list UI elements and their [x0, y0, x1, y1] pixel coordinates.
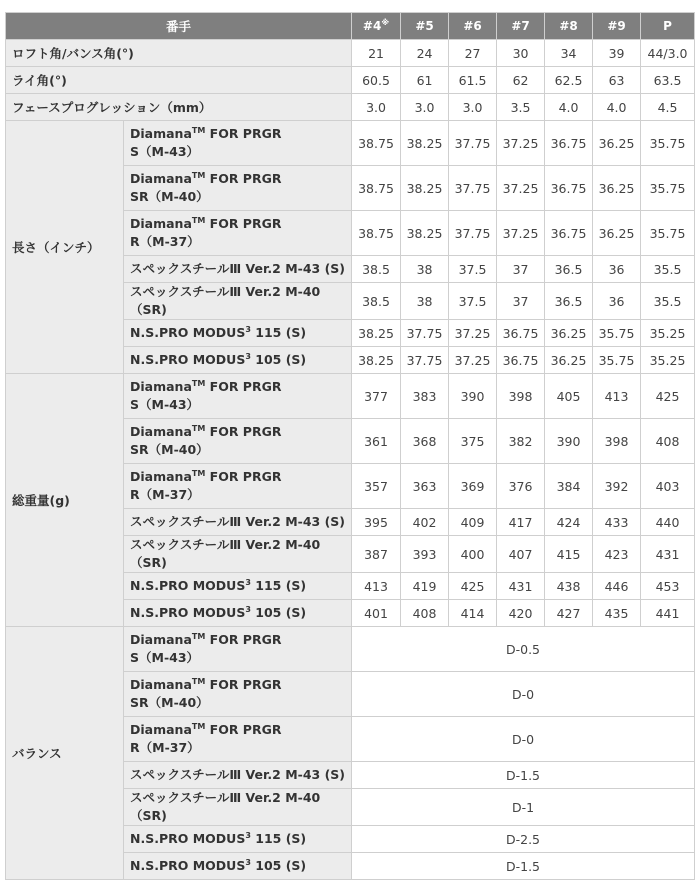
length-value: 35.25 [641, 347, 695, 374]
spec-value: 60.5 [352, 67, 401, 94]
spec-value: 4.0 [593, 94, 641, 121]
length-value: 37 [497, 283, 545, 320]
shaft-flex: SR（M-40） [130, 189, 209, 204]
shaft-superscript: TM [191, 378, 206, 388]
length-value: 35.25 [641, 320, 695, 347]
shaft-superscript: TM [191, 676, 206, 686]
weight-value: 409 [449, 509, 497, 536]
length-group-label: 長さ（インチ） [6, 121, 124, 374]
shaft-name-text: Diamana [130, 126, 192, 141]
shaft-name-text: 105 (S) [250, 858, 307, 873]
weight-value: 368 [401, 419, 449, 464]
shaft-name [124, 536, 352, 573]
length-value: 36.75 [497, 320, 545, 347]
header-row [6, 13, 695, 40]
shaft-name-text: スペックスチールⅢ Ver.2 M-43 (S) [130, 261, 345, 276]
shaft-name-text: Diamana [130, 677, 192, 692]
spec-value: 34 [545, 40, 593, 67]
weight-value: 392 [593, 464, 641, 509]
weight-value: 383 [401, 374, 449, 419]
length-value: 38.5 [352, 283, 401, 320]
shaft-name [124, 672, 352, 717]
weight-value: 419 [401, 573, 449, 600]
weight-value: 413 [352, 573, 401, 600]
length-value: 36.75 [545, 166, 593, 211]
header-club-8: #8 [545, 13, 593, 40]
length-value: 35.75 [593, 347, 641, 374]
shaft-superscript: TM [191, 468, 206, 478]
weight-value: 369 [449, 464, 497, 509]
spec-value: 4.0 [545, 94, 593, 121]
shaft-name [124, 211, 352, 256]
shaft-flex: S（M-43） [130, 397, 200, 412]
weight-value: 425 [449, 573, 497, 600]
weight-value: 446 [593, 573, 641, 600]
shaft-name [124, 826, 352, 853]
shaft-name-text: スペックスチールⅢ Ver.2 M-40（SR) [130, 790, 321, 823]
shaft-superscript: 3 [245, 324, 251, 334]
length-value: 38 [401, 283, 449, 320]
weight-value: 424 [545, 509, 593, 536]
weight-value: 400 [449, 536, 497, 573]
shaft-name [124, 256, 352, 283]
length-value: 38 [401, 256, 449, 283]
shaft-name-text: 105 (S) [250, 352, 307, 367]
shaft-flex: S（M-43） [130, 650, 200, 665]
weight-value: 441 [641, 600, 695, 627]
spec-value: 61 [401, 67, 449, 94]
balance-value: D-1 [352, 789, 695, 826]
header-club-4: #4※ [352, 13, 401, 40]
shaft-name-text: Diamana [130, 424, 192, 439]
weight-value: 431 [497, 573, 545, 600]
weight-group-label: 総重量(g) [6, 374, 124, 627]
spec-table [5, 12, 695, 880]
balance-value: D-0.5 [352, 627, 695, 672]
weight-row [6, 374, 695, 419]
spec-label: ロフト角/バンス角(°) [6, 40, 352, 67]
spec-label: ライ角(°) [6, 67, 352, 94]
shaft-name [124, 627, 352, 672]
length-value: 37.5 [449, 283, 497, 320]
shaft-name-text: FOR PRGR [205, 379, 282, 394]
spec-value: 27 [449, 40, 497, 67]
length-value: 38.25 [352, 320, 401, 347]
length-value: 36.5 [545, 256, 593, 283]
length-value: 35.75 [641, 166, 695, 211]
weight-value: 393 [401, 536, 449, 573]
shaft-superscript: 3 [245, 857, 251, 867]
balance-value: D-0 [352, 717, 695, 762]
length-value: 35.5 [641, 256, 695, 283]
weight-value: 435 [593, 600, 641, 627]
balance-value: D-1.5 [352, 762, 695, 789]
shaft-superscript: TM [191, 631, 206, 641]
shaft-name-text: 115 (S) [250, 831, 307, 846]
weight-value: 433 [593, 509, 641, 536]
shaft-flex: SR（M-40） [130, 442, 209, 457]
weight-value: 375 [449, 419, 497, 464]
length-value: 37.75 [449, 166, 497, 211]
length-value: 35.75 [641, 211, 695, 256]
shaft-name-text: スペックスチールⅢ Ver.2 M-43 (S) [130, 767, 345, 782]
shaft-name [124, 573, 352, 600]
spec-value: 3.0 [352, 94, 401, 121]
length-value: 37.25 [449, 347, 497, 374]
shaft-name [124, 600, 352, 627]
spec-value: 62 [497, 67, 545, 94]
spec-value: 61.5 [449, 67, 497, 94]
shaft-name-text: N.S.PRO MODUS [130, 605, 246, 620]
length-value: 37 [497, 256, 545, 283]
shaft-superscript: TM [191, 423, 206, 433]
shaft-name-text: FOR PRGR [205, 677, 282, 692]
weight-value: 384 [545, 464, 593, 509]
balance-row [6, 627, 695, 672]
shaft-name [124, 347, 352, 374]
shaft-name-text: FOR PRGR [205, 469, 282, 484]
shaft-name-text: スペックスチールⅢ Ver.2 M-40（SR) [130, 537, 321, 570]
length-value: 37.5 [449, 256, 497, 283]
length-value: 36.75 [545, 211, 593, 256]
length-value: 37.25 [497, 121, 545, 166]
weight-value: 453 [641, 573, 695, 600]
header-club-7: #7 [497, 13, 545, 40]
header-club-6: #6 [449, 13, 497, 40]
length-value: 36.25 [593, 166, 641, 211]
weight-value: 417 [497, 509, 545, 536]
weight-value: 357 [352, 464, 401, 509]
length-value: 37.25 [497, 166, 545, 211]
length-value: 37.75 [401, 347, 449, 374]
shaft-superscript: TM [191, 170, 206, 180]
shaft-flex: SR（M-40） [130, 695, 209, 710]
balance-value: D-1.5 [352, 853, 695, 880]
shaft-superscript: TM [191, 721, 206, 731]
length-value: 36.25 [545, 320, 593, 347]
length-value: 35.75 [641, 121, 695, 166]
length-value: 37.75 [449, 121, 497, 166]
balance-value: D-2.5 [352, 826, 695, 853]
weight-value: 402 [401, 509, 449, 536]
weight-value: 408 [401, 600, 449, 627]
weight-value: 382 [497, 419, 545, 464]
spec-value: 21 [352, 40, 401, 67]
header-club-p: P [641, 13, 695, 40]
shaft-name-text: FOR PRGR [205, 216, 282, 231]
length-value: 36.75 [545, 121, 593, 166]
spec-row [6, 67, 695, 94]
weight-value: 427 [545, 600, 593, 627]
shaft-flex: S（M-43） [130, 144, 200, 159]
length-value: 36.25 [593, 121, 641, 166]
weight-value: 401 [352, 600, 401, 627]
length-value: 36.25 [593, 211, 641, 256]
header-club-5: #5 [401, 13, 449, 40]
balance-group-label: バランス [6, 627, 124, 880]
shaft-flex: R（M-37） [130, 487, 200, 502]
weight-value: 390 [449, 374, 497, 419]
spec-value: 39 [593, 40, 641, 67]
shaft-flex: R（M-37） [130, 234, 200, 249]
shaft-name-text: Diamana [130, 171, 192, 186]
weight-value: 403 [641, 464, 695, 509]
weight-value: 395 [352, 509, 401, 536]
spec-value: 63.5 [641, 67, 695, 94]
spec-table-body [6, 40, 695, 880]
shaft-name [124, 464, 352, 509]
weight-value: 376 [497, 464, 545, 509]
shaft-name [124, 374, 352, 419]
length-value: 37.75 [449, 211, 497, 256]
length-value: 37.25 [497, 211, 545, 256]
shaft-name-text: FOR PRGR [205, 632, 282, 647]
weight-value: 405 [545, 374, 593, 419]
shaft-superscript: 3 [245, 830, 251, 840]
spec-value: 3.5 [497, 94, 545, 121]
shaft-superscript: 3 [245, 351, 251, 361]
length-value: 35.75 [593, 320, 641, 347]
length-value: 36 [593, 283, 641, 320]
weight-value: 390 [545, 419, 593, 464]
weight-value: 377 [352, 374, 401, 419]
shaft-superscript: 3 [245, 577, 251, 587]
length-value: 38.25 [401, 211, 449, 256]
weight-value: 407 [497, 536, 545, 573]
length-value: 38.5 [352, 256, 401, 283]
weight-value: 440 [641, 509, 695, 536]
weight-value: 363 [401, 464, 449, 509]
shaft-name-text: 115 (S) [250, 578, 307, 593]
shaft-name-text: N.S.PRO MODUS [130, 352, 246, 367]
length-value: 35.5 [641, 283, 695, 320]
spec-value: 4.5 [641, 94, 695, 121]
spec-value: 24 [401, 40, 449, 67]
weight-value: 420 [497, 600, 545, 627]
shaft-name-text: スペックスチールⅢ Ver.2 M-40（SR) [130, 284, 321, 317]
shaft-name [124, 166, 352, 211]
weight-value: 398 [593, 419, 641, 464]
weight-value: 425 [641, 374, 695, 419]
header-club-label: 番手 [6, 13, 352, 40]
shaft-name [124, 509, 352, 536]
weight-value: 413 [593, 374, 641, 419]
weight-value: 415 [545, 536, 593, 573]
weight-value: 423 [593, 536, 641, 573]
length-value: 36.5 [545, 283, 593, 320]
weight-value: 414 [449, 600, 497, 627]
shaft-name-text: N.S.PRO MODUS [130, 858, 246, 873]
spec-value: 3.0 [449, 94, 497, 121]
length-row [6, 121, 695, 166]
header-club-9: #9 [593, 13, 641, 40]
shaft-name [124, 121, 352, 166]
spec-row [6, 40, 695, 67]
spec-value: 44/3.0 [641, 40, 695, 67]
shaft-name [124, 320, 352, 347]
length-value: 38.25 [352, 347, 401, 374]
shaft-name-text: N.S.PRO MODUS [130, 325, 246, 340]
spec-row [6, 94, 695, 121]
spec-value: 62.5 [545, 67, 593, 94]
shaft-name-text: FOR PRGR [205, 126, 282, 141]
shaft-name-text: Diamana [130, 216, 192, 231]
length-value: 36.25 [545, 347, 593, 374]
length-value: 38.75 [352, 166, 401, 211]
weight-value: 438 [545, 573, 593, 600]
weight-value: 408 [641, 419, 695, 464]
shaft-flex: R（M-37） [130, 740, 200, 755]
shaft-name [124, 419, 352, 464]
shaft-name [124, 789, 352, 826]
shaft-name-text: スペックスチールⅢ Ver.2 M-43 (S) [130, 514, 345, 529]
shaft-name-text: FOR PRGR [205, 424, 282, 439]
length-value: 38.25 [401, 121, 449, 166]
shaft-superscript: TM [191, 215, 206, 225]
length-value: 36.75 [497, 347, 545, 374]
length-value: 37.25 [449, 320, 497, 347]
shaft-name-text: 115 (S) [250, 325, 307, 340]
shaft-superscript: 3 [245, 604, 251, 614]
length-value: 36 [593, 256, 641, 283]
weight-value: 361 [352, 419, 401, 464]
length-value: 38.25 [401, 166, 449, 211]
note-mark: ※ [381, 18, 390, 27]
length-value: 38.75 [352, 121, 401, 166]
weight-value: 387 [352, 536, 401, 573]
shaft-name-text: FOR PRGR [205, 171, 282, 186]
shaft-name [124, 283, 352, 320]
shaft-name [124, 762, 352, 789]
weight-value: 398 [497, 374, 545, 419]
shaft-name-text: N.S.PRO MODUS [130, 578, 246, 593]
shaft-superscript: TM [191, 125, 206, 135]
length-value: 38.75 [352, 211, 401, 256]
shaft-name [124, 717, 352, 762]
shaft-name [124, 853, 352, 880]
shaft-name-text: 105 (S) [250, 605, 307, 620]
balance-value: D-0 [352, 672, 695, 717]
shaft-name-text: Diamana [130, 379, 192, 394]
spec-value: 3.0 [401, 94, 449, 121]
length-value: 37.75 [401, 320, 449, 347]
shaft-name-text: FOR PRGR [205, 722, 282, 737]
spec-label: フェースプログレッション（mm） [6, 94, 352, 121]
spec-value: 63 [593, 67, 641, 94]
spec-value: 30 [497, 40, 545, 67]
shaft-name-text: N.S.PRO MODUS [130, 831, 246, 846]
shaft-name-text: Diamana [130, 469, 192, 484]
weight-value: 431 [641, 536, 695, 573]
shaft-name-text: Diamana [130, 722, 192, 737]
shaft-name-text: Diamana [130, 632, 192, 647]
